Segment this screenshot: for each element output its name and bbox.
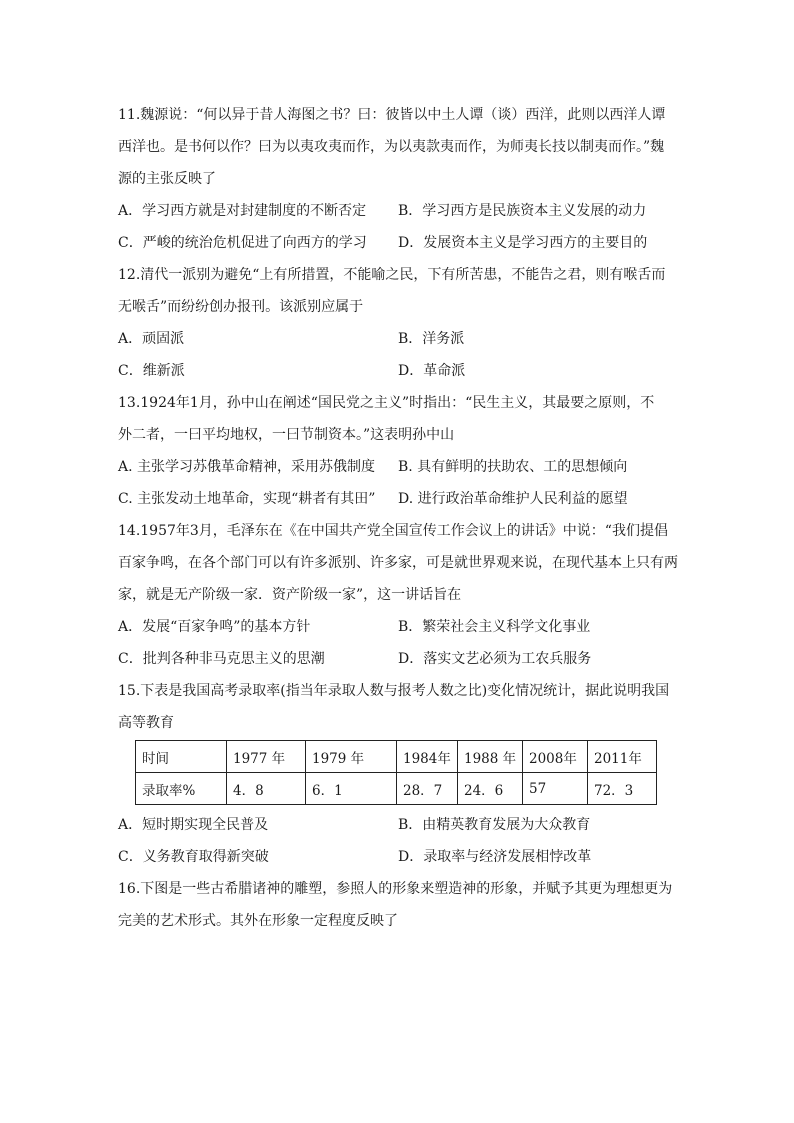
admission-rate-table (135, 740, 657, 805)
table-row (136, 773, 657, 805)
table-cell: 1988 年 (458, 741, 523, 773)
option-row (118, 483, 678, 515)
option-c[interactable]: C. 主张发动土地革命，实现“耕者有其田” (118, 491, 376, 507)
option-row (118, 643, 678, 675)
option-a[interactable]: A．顽固派 (118, 331, 185, 347)
question-text: 无喉舌”而纷纷创办报刊。该派别应属于 (118, 299, 364, 315)
option-row (118, 323, 678, 355)
question-text: 完美的艺术形式。其外在形象一定程度反映了 (118, 913, 398, 929)
option-d[interactable]: D．落实文艺必须为工农兵服务 (398, 651, 592, 667)
option-c[interactable]: C．严峻的统治危机促进了向西方的学习 (118, 235, 367, 251)
option-d[interactable]: D．发展资本主义是学习西方的主要目的 (398, 235, 648, 251)
question-text: 15.下表是我国高考录取率(指当年录取人数与报考人数之比)变化情况统计，据此说明我国 (118, 683, 670, 699)
option-b[interactable]: B．学习西方是民族资本主义发展的动力 (398, 203, 647, 219)
question-15 (118, 675, 678, 873)
table-header-row (136, 741, 657, 773)
question-text: 12.清代一派别为避免“上有所措置，不能喻之民，下有所苦患，不能告之君，则有喉舌而 (118, 267, 666, 283)
option-b[interactable]: B．由精英教育发展为大众教育 (398, 817, 591, 833)
question-text: 11.魏源说：“何以异于昔人海图之书？曰：彼皆以中土人谭（谈）西洋，此则以西洋人谭 (118, 107, 666, 123)
question-16 (118, 873, 678, 937)
option-c[interactable]: C．义务教育取得新突破 (118, 849, 269, 865)
option-a[interactable]: A．发展“百家争鸣”的基本方针 (118, 619, 311, 635)
option-row (118, 451, 678, 483)
option-row (118, 809, 678, 841)
table-cell: 72．3 (588, 773, 657, 805)
option-row (118, 355, 678, 387)
question-13 (118, 387, 678, 515)
table-cell: 6．1 (306, 773, 397, 805)
option-b[interactable]: B．繁荣社会主义科学文化事业 (398, 619, 591, 635)
option-b[interactable]: B. 具有鲜明的扶助农、工的思想倾向 (398, 459, 628, 475)
option-row (118, 227, 678, 259)
option-a[interactable]: A．学习西方就是对封建制度的不断否定 (118, 203, 367, 219)
table-cell: 录取率% (136, 773, 227, 805)
question-text: 高等教育 (118, 715, 174, 731)
table-cell: 1979 年 (306, 741, 397, 773)
option-d[interactable]: D．录取率与经济发展相悖改革 (398, 849, 592, 865)
table-cell: 4．8 (227, 773, 306, 805)
question-text: 外二者，一曰平均地权，一曰节制资本。”这表明孙中山 (118, 427, 455, 443)
option-b[interactable]: B．洋务派 (398, 331, 465, 347)
option-row (118, 611, 678, 643)
question-14 (118, 515, 678, 675)
table-cell: 2008年 (523, 741, 588, 773)
question-text: 16.下图是一些古希腊诸神的雕塑，参照人的形象来塑造神的形象，并赋予其更为理想更为 (118, 881, 673, 897)
option-a[interactable]: A．短时期实现全民普及 (118, 817, 269, 833)
question-text: 西洋也。是书何以作？曰为以夷攻夷而作，为以夷款夷而作，为师夷长技以制夷而作。”魏 (118, 139, 665, 155)
question-text: 家，就是无产阶级一家．资产阶级一家”，这一讲话旨在 (118, 587, 462, 603)
option-row (118, 841, 678, 873)
table-cell: 1977 年 (227, 741, 306, 773)
table-cell: 57 (523, 773, 588, 805)
option-c[interactable]: C．维新派 (118, 363, 185, 379)
question-text: 13.1924年1月，孙中山在阐述“国民党之主义”时指出：“民生主义，其最要之原则，不 (118, 395, 655, 411)
question-12 (118, 259, 678, 387)
table-cell: 24．6 (458, 773, 523, 805)
table-cell: 1984年 (397, 741, 458, 773)
option-row (118, 195, 678, 227)
table-cell: 28．7 (397, 773, 458, 805)
option-d[interactable]: D．革命派 (398, 363, 466, 379)
option-c[interactable]: C．批判各种非马克思主义的思潮 (118, 651, 325, 667)
question-list (118, 99, 678, 937)
question-text: 百家争鸣，在各个部门可以有许多派别、许多家，可是就世界观来说，在现代基本上只有两 (118, 555, 678, 571)
question-11 (118, 99, 678, 259)
question-text: 14.1957年3月，毛泽东在《在中国共产党全国宣传工作会议上的讲话》中说：“我们提倡 (118, 523, 668, 539)
option-a[interactable]: A. 主张学习苏俄革命精神，采用苏俄制度 (118, 459, 376, 475)
table-cell: 时间 (136, 741, 227, 773)
option-d[interactable]: D. 进行政治革命维护人民利益的愿望 (398, 491, 628, 507)
table-cell: 2011年 (588, 741, 657, 773)
question-text: 源的主张反映了 (118, 171, 216, 187)
